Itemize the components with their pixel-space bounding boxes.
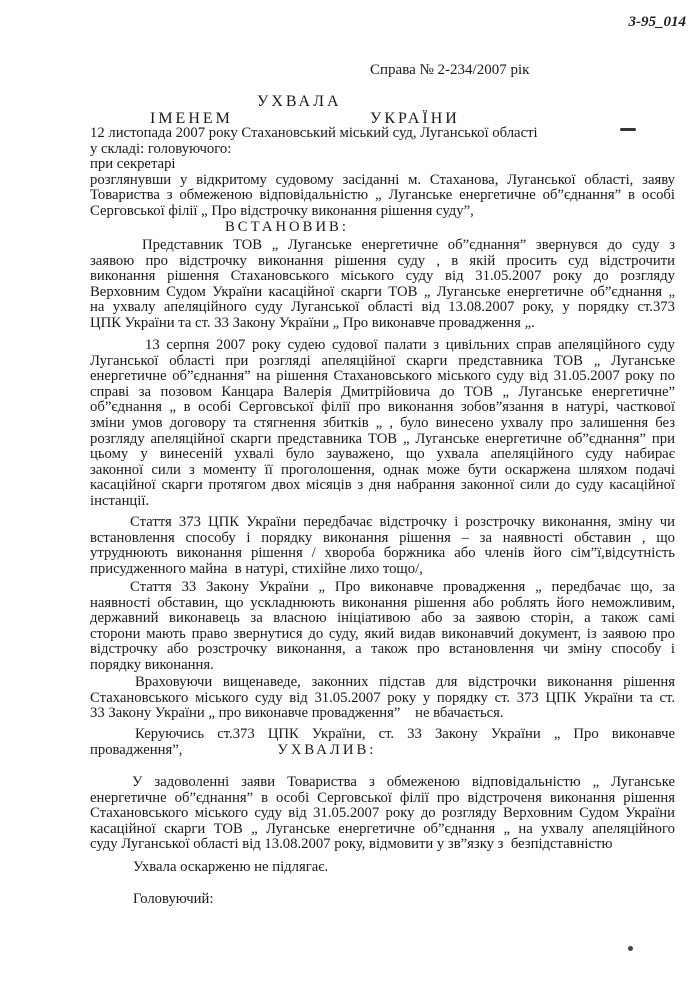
established-heading-text: ВСТАНОВИВ: [225,219,349,235]
paragraph-line: утруднюють виконання рішення / хвороба боржника або членів його сім”ї,відсутність [90,545,675,562]
paragraph-line: законної сили з моменту її проголошення, однак може бути оскаржена шляхом подачі [90,461,675,478]
scan-mark [620,128,636,131]
paragraph-line: Стаття 373 ЦПК України передбачає відстрочку і розстрочку виконання, зміну чи [130,514,675,530]
paragraph-line: Враховуючи вищенаведе, законних підстав для відстрочки виконання рішення [135,674,675,690]
paragraph-line [90,743,675,759]
case-number: Справа № 2-234/2007 рік [370,62,530,78]
paragraph-line: порядку виконання. [90,656,214,673]
paragraph-line: сторони мають право звернутися до суду, який видав виконавчий документ, із заявою про [90,625,675,642]
decided-heading: УХВАЛИВ: [277,741,377,758]
paragraph-line: Стаття 33 Закону України „ Про виконавче провадження „ передбачає що, за [130,579,675,595]
header-line: Товариства з обмеженою відповідальністю „ Луганське енергетичне об”єднання” в особі [90,187,675,204]
title-ukrainy: УКРАЇНИ [370,110,460,127]
archive-stamp: 3-95_014 [628,14,686,30]
paragraph-line-start: провадження”, [90,741,183,758]
header-line: при секретарі [90,156,176,173]
paragraph-line: 13 серпня 2007 року судею судової палати з цивільних справ апеляційного суду [145,337,675,353]
paragraph-line: 33 Закону України „ про виконавче провадження” не вбачається. [90,705,504,722]
paragraph-line: Керуючись ст.373 ЦПК України, ст. 33 Закону України „ Про виконавче [135,726,675,742]
paragraph-4 [90,580,675,674]
paragraph-line: об”єднання „ в особі Серговської філії про виконання зобов”язання в натурі, часткової [90,399,675,416]
paragraph-line: суду Луганської області від 13.08.2007 року, відмовити у зв”язку з безпідставністю [90,836,613,853]
paragraph-line: ЦПК України та ст. 33 Закону України „ Про виконавче провадження „. [90,314,535,331]
paragraph-line: Представник ТОВ „ Луганське енергетичне об”єднання” звернувся до суду з [142,237,675,253]
paragraph-line: встановлення способу і порядку виконання рішення – за наявності обставин , що [90,529,675,546]
paragraph-line: наявності обставин, що ускладнюють виконання рішення або роблять його неможливим, [90,594,675,611]
paragraph-line: відстрочку або розстрочку виконання, а також про встановлення чи зміну способу і [90,641,675,658]
paragraph-line: державний виконавець за власною ініціативою або за заявою сторін, а також самі [90,610,675,627]
paragraph-line: Верховним Судом України касаційної скарги ТОВ „ Луганське енергетичне об”єднання „ [90,283,675,300]
paragraph-line: на ухвалу апеляційного суду Луганської області від 13.08.2007 року, у порядку ст.373 [90,299,675,316]
not-appealable-text: Ухвала оскарженю не підлягає. [133,859,329,875]
paragraph-3 [90,515,675,577]
paragraph-line: Стахановського міського суду від 31.05.2007 року до розгляду Верховним Судом України [90,805,675,822]
paragraph-line: присудженного майна в натурі, стихійне лихо тощо/, [90,560,423,577]
paragraph-line: заявою про відстрочку виконання рішення суду , в якій просить суд відстрочити [90,252,675,269]
title-ukhvala: УХВАЛА [257,93,342,110]
paragraph-line: Луганської області при розгляді апеляційної скарги представника ТОВ „ Луганське [90,352,675,369]
title-imenem: ІМЕНЕМ [150,110,233,127]
paragraph-line: справі за позовом Канцара Валерія Дмитрійовича до ТОВ „ Луганське енергетичне” [90,383,675,400]
established-heading [225,220,425,236]
paragraph-line: Стахановського міського суду від 31.05.2007 року у порядку ст. 373 ЦПК України та ст. [90,689,675,706]
paragraph-line: енергетичне об”єднання” на рішення Стахановського міського суду від 31.05.2007 року по [90,368,675,385]
header-line: Серговської філії „ Про відстрочку виконання рішення суду”, [90,202,474,219]
paragraph-1 [90,238,675,332]
paragraph-line: цьому у винесеній ухвалі було зауважено, що ухвала апеляційного суду набирає [90,446,675,463]
paragraph-line: інстанції. [90,492,150,509]
paragraph-line: касаційної скарги ТОВ „ Луганське енергетичне об”єднання „ на ухвалу апеляційного [90,820,675,837]
paragraph-line: касаційної скарги протягом двох місяців з дня набрання законної сили до суду касаційної [90,477,675,494]
header-line: розглянувши у відкритому судовому засіданні м. Стаханова, Луганської області, заяву [90,171,675,188]
presiding-signature [133,892,700,908]
paragraph-6 [90,727,675,758]
paragraph-line: енергетичне об”єднання” в особі Серговської філії про відстроченя виконання рішення [90,789,675,806]
paragraph-7 [90,775,675,853]
header-line: у складі: головуючого: [90,140,232,157]
paragraph-line: зміни умов договору та стягнення збитків „ , було винесено ухвалу про залишення без [90,414,675,431]
header-block [90,126,675,220]
scan-mark [628,946,633,951]
paragraph-line: виконання рішення Стахановського міського суду від 31.05.2007 року до розгляду [90,268,675,285]
header-line: 12 листопада 2007 року Стахановський міський суд, Луганської області [90,125,538,141]
paragraph-line: розгляду апеляційної скарги представника ТОВ „ Луганське енергетичне об”єднання” при [90,430,675,447]
paragraph-5 [90,675,675,722]
paragraph-2 [90,338,675,510]
presiding-label: Головуючий: [133,891,214,907]
not-appealable-note [133,860,700,876]
paragraph-line: У задоволенні заяви Товариства з обмеженою відповідальністю „ Луганське [132,774,675,790]
